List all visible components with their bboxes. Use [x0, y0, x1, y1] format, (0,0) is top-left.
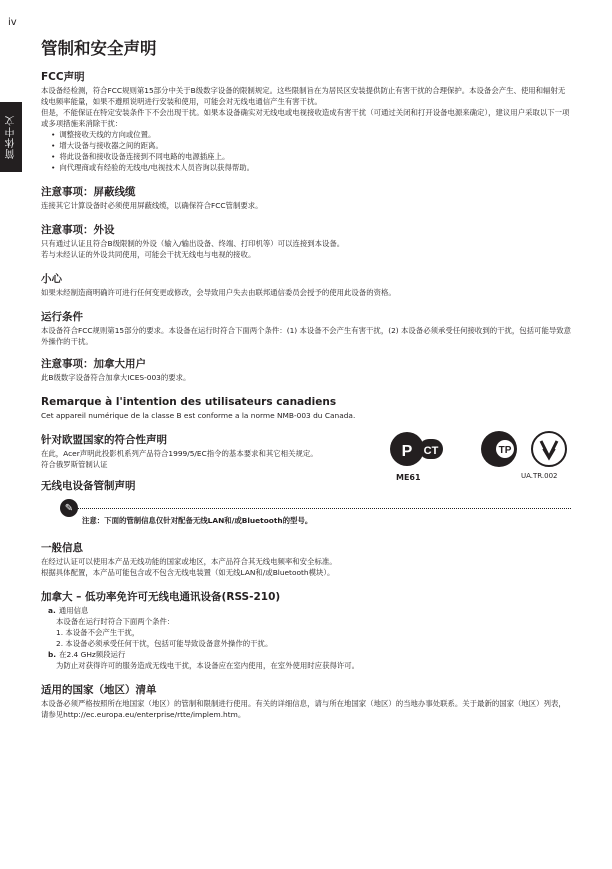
wireless-heading: 无线电设备管制声明: [41, 480, 136, 492]
rss-item-a: [48, 605, 571, 616]
operation-heading: 运行条件: [41, 311, 83, 323]
side-tab-label: 简体中文: [5, 115, 17, 159]
canada-section: [41, 357, 571, 383]
fcc-paragraph-1: 本设备经检测，符合FCC规则第15部分中关于B级数字设备的限制规定。这些限制旨在为居民区安装提供防止有害干扰的合理保护。本设备会产生、使用和辐射无线电频率能量，如果不遵照说明进行安装和使用，可能会对无线电通信产生有害干扰。: [41, 86, 566, 106]
wireless-note: [41, 499, 571, 527]
peripheral-heading: 注意事项：外设: [41, 224, 115, 236]
rss-b-label: b.: [48, 650, 57, 659]
tp-mark-icon: [479, 429, 523, 469]
peripheral-paragraph-2: 若与未经认证的外设共同使用，可能会干扰无线电与电视的接收。: [41, 250, 256, 259]
fcc-heading: FCC声明: [41, 71, 85, 83]
me61-label: ME61: [396, 473, 421, 482]
svg-text:TP: TP: [498, 445, 512, 456]
canada-text: 此B级数字设备符合加拿大ICES-003的要求。: [41, 373, 191, 382]
rss-list: [41, 605, 571, 671]
remarque-section: [41, 395, 571, 421]
caution-section: [41, 272, 571, 298]
eu-section: [41, 433, 571, 482]
fcc-paragraph-2: 但是，不能保证在特定安装条件下不会出现干扰。如果本设备确实对无线电或电视接收造成有害干扰（可通过关闭和打开设备电源来确定），建议用户采取以下一项或多项措施来消除干扰：: [41, 108, 570, 128]
note-divider: [71, 508, 571, 509]
eu-paragraph-2: 符合俄罗斯管制认证: [41, 460, 108, 469]
rss-item-b: [48, 649, 571, 660]
general-paragraph-2: 根据具体配置，本产品可能包含或不包含无线电装置（如无线LAN和/或Bluetooth模块）。: [41, 568, 335, 577]
shield-heading: 注意事项：屏蔽线缆: [41, 186, 136, 198]
eu-paragraph-1: 在此，Acer声明此投影机系列产品符合1999/5/EC指令的基本要求和其它相关规定。: [41, 449, 318, 458]
rss-b-title: 在2.4 GHz频段运行: [59, 650, 126, 659]
general-section: [41, 541, 571, 578]
fcc-measures-list: [41, 129, 571, 173]
wireless-note-text: 注意：下面的管制信息仅针对配备无线LAN和/或Bluetooth的型号。: [82, 516, 313, 525]
countries-section: [41, 683, 571, 720]
list-item: • 增大设备与接收器之间的距离。: [51, 140, 571, 151]
language-side-tab: [0, 102, 22, 172]
pct-cert-logo: [387, 429, 447, 487]
remarque-text: Cet appareil numérique de la classe B est conforme a la norme NMB-003 du Canada.: [41, 411, 356, 420]
page-number: iv: [8, 17, 17, 28]
caution-heading: 小心: [41, 273, 62, 285]
pct-mark-icon: [387, 429, 447, 469]
fcc-section: [41, 70, 571, 173]
eu-heading: 针对欧盟国家的符合性声明: [41, 434, 167, 446]
list-item: • 将此设备和接收设备连接到不同电路的电源插座上。: [51, 151, 571, 162]
general-heading: 一般信息: [41, 542, 83, 554]
caution-text: 如果未经制造商明确许可进行任何变更或修改，会导致用户失去由联邦通信委员会授予的使用此设备的资格。: [41, 288, 396, 297]
note-pencil-icon: ✎: [60, 499, 78, 517]
list-item: • 调整接收天线的方向或位置。: [51, 129, 571, 140]
rp-cert-logo: [479, 429, 523, 487]
rss-a-label: a.: [48, 606, 56, 615]
rss-a-intro: 本设备在运行时符合下面两个条件：: [56, 617, 175, 626]
remarque-heading: Remarque à l'intention des utilisateurs canadiens: [41, 396, 337, 408]
peripheral-section: [41, 223, 571, 260]
peripheral-paragraph-1: 只有通过认证且符合B级限制的外设（输入/输出设备、终端、打印机等）可以连接到本设备。: [41, 239, 345, 248]
page-title: 管制和安全声明: [41, 39, 157, 58]
svg-text:CT: CT: [423, 445, 439, 457]
operation-section: [41, 310, 571, 347]
canada-heading: 注意事项：加拿大用户: [41, 358, 146, 370]
ua-tr-label: UA.TR.002: [521, 472, 558, 480]
shield-text: 连接其它计算设备时必须使用屏蔽线缆，以确保符合FCC管制要求。: [41, 201, 263, 210]
ua-cert-logo: [521, 429, 577, 487]
rss-heading: 加拿大 – 低功率免许可无线电通讯设备(RSS-210): [41, 591, 281, 603]
rss-a-item-1: 1. 本设备不会产生干扰，: [56, 628, 140, 637]
document-body: [41, 38, 571, 729]
rss-a-item-2: 2. 本设备必须承受任何干扰，包括可能导致设备意外操作的干扰。: [56, 639, 273, 648]
countries-heading: 适用的国家（地区）清单: [41, 684, 157, 696]
operation-text: 本设备符合FCC规则第15部分的要求。本设备在运行时符合下面两个条件：(1) 本设备不会产生有害干扰，(2) 本设备必须承受任何接收到的干扰，包括可能导致意外操作的干扰。: [41, 326, 572, 346]
general-paragraph-1: 在经过认证可以使用本产品无线功能的国家或地区，本产品符合其无线电频率和安全标准。: [41, 557, 337, 566]
list-item: • 向代理商或有经验的无线电/电视技术人员咨询以获得帮助。: [51, 162, 571, 173]
ua-tr-mark-icon: [529, 429, 569, 469]
shield-section: [41, 185, 571, 211]
rss-a-title: 通用信息: [58, 606, 89, 615]
countries-text: 本设备必须严格按照所在地国家（地区）的管制和限制进行使用。有关的详细信息，请与所在地国家（地区）的当地办事处联系。关于最新的国家（地区）列表，请参见http://ec.europa.eu/enterprise/rtte/implem.htm。: [41, 699, 566, 719]
svg-text:P: P: [401, 443, 413, 460]
rss-b-text: 为防止对获得许可的服务造成无线电干扰，本设备应在室内使用，在室外使用时应获得许可。: [56, 661, 360, 670]
rss-section: [41, 590, 571, 671]
